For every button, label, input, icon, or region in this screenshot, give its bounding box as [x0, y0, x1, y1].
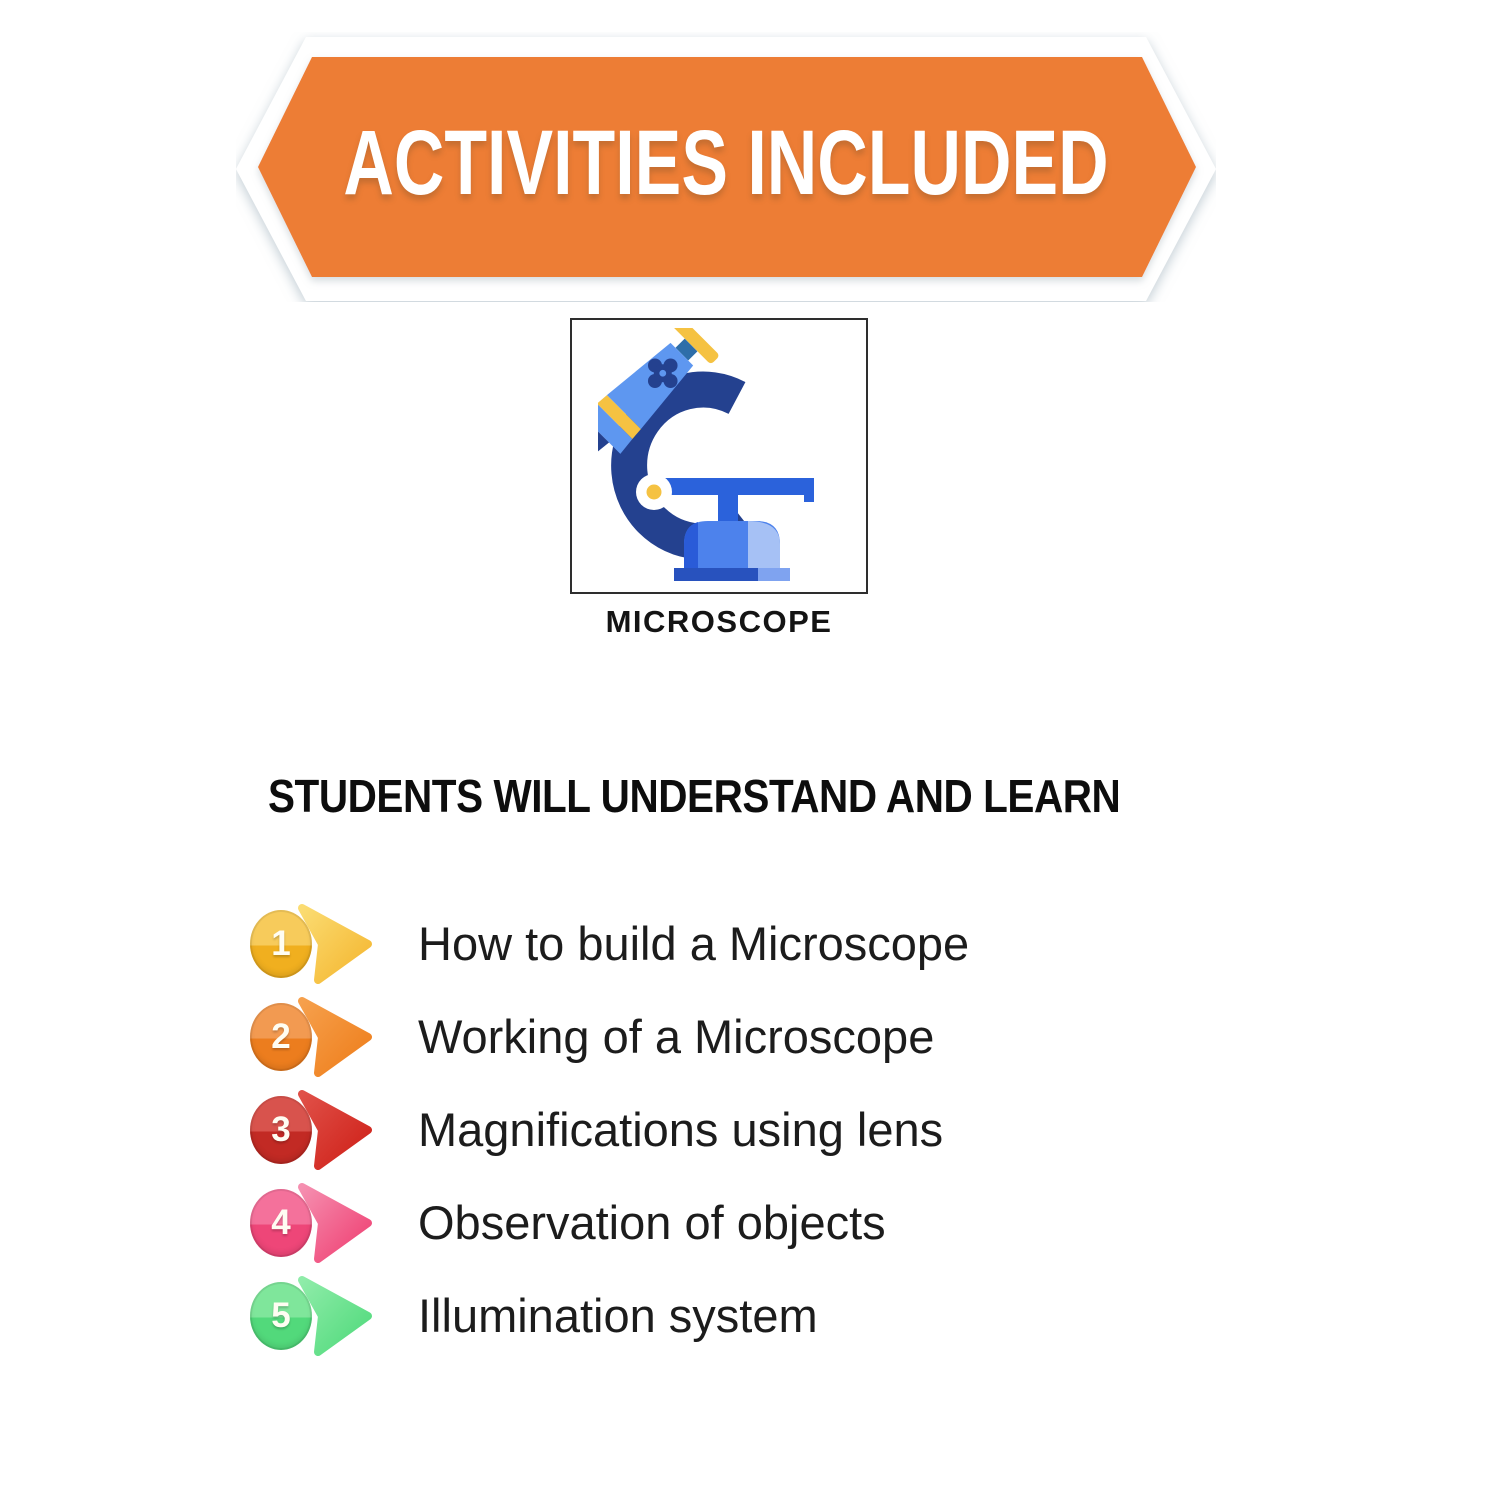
numbered-arrow-bullet [250, 1179, 374, 1267]
list-item-label: Illumination system [418, 1289, 818, 1342]
numbered-arrow-bullet [250, 1086, 374, 1174]
numbered-arrow-bullet [250, 1272, 374, 1360]
list-item-label: Working of a Microscope [418, 1010, 935, 1063]
microscope-card [570, 318, 868, 594]
number-badge [250, 1189, 312, 1257]
activities-banner [236, 32, 1216, 302]
badge-number: 5 [271, 1296, 291, 1335]
microscope-icon [598, 328, 844, 586]
number-badge [250, 1096, 312, 1164]
list-item [250, 1269, 1350, 1362]
badge-number: 1 [271, 924, 291, 963]
badge-number: 2 [271, 1017, 291, 1056]
stage-end [804, 478, 814, 502]
list-item-label: Observation of objects [418, 1196, 886, 1249]
list-item [250, 1083, 1350, 1176]
list-item [250, 897, 1350, 990]
stage-stem [718, 495, 738, 525]
list-item [250, 1176, 1350, 1269]
number-badge [250, 910, 312, 978]
section-heading: STUDENTS WILL UNDERSTAND AND LEARN [268, 770, 1121, 822]
list-item-label: Magnifications using lens [418, 1103, 944, 1156]
microscope-label: MICROSCOPE [605, 604, 833, 639]
learn-list [250, 897, 1350, 1362]
base-foot-highlight [758, 568, 790, 581]
list-item [250, 990, 1350, 1083]
list-item-label: How to build a Microscope [418, 917, 970, 970]
numbered-arrow-bullet [250, 900, 374, 988]
badge-number: 3 [271, 1110, 291, 1149]
badge-number: 4 [271, 1203, 291, 1242]
number-badge [250, 1282, 312, 1350]
numbered-arrow-bullet [250, 993, 374, 1081]
banner-title: ACTIVITIES INCLUDED [343, 111, 1109, 214]
number-badge [250, 1003, 312, 1071]
focus-knob-center [647, 485, 662, 500]
